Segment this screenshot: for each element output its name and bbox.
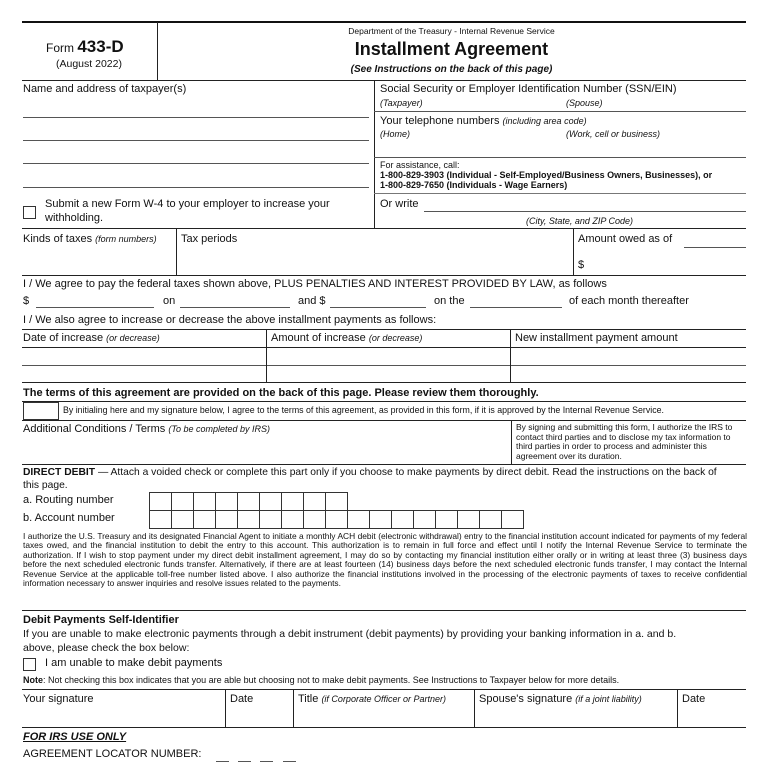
routing-digit-cell[interactable] bbox=[149, 492, 172, 511]
assistance-phone-2: 1-800-829-7650 (Individuals - Wage Earners) bbox=[380, 180, 568, 190]
payment-amount-field[interactable] bbox=[36, 307, 154, 308]
ssn-spouse-label: (Spouse) bbox=[566, 98, 603, 108]
payment-start-date-field[interactable] bbox=[180, 307, 290, 308]
taxes-divider-1 bbox=[176, 228, 177, 275]
increase-row-2[interactable] bbox=[22, 365, 746, 366]
city-state-zip-label: (City, State, and ZIP Code) bbox=[526, 216, 634, 226]
w4-text-line2: withholding. bbox=[45, 212, 104, 224]
routing-label: a. Routing number bbox=[23, 494, 114, 506]
terms-rule bbox=[22, 401, 746, 402]
kinds-of-taxes-label: Kinds of taxes (form numbers) bbox=[23, 233, 157, 245]
amount-owed-dollar: $ bbox=[578, 259, 585, 271]
direct-debit-top-rule bbox=[22, 464, 746, 465]
routing-digit-cell[interactable] bbox=[303, 492, 326, 511]
taxes-bottom-rule bbox=[22, 275, 746, 276]
payment-on: on bbox=[163, 295, 176, 307]
direct-debit-text-line1: DIRECT DEBIT — Attach a voided check or complete this part only if you choose to make payments by direct debit. Read the instructions on the back of bbox=[23, 467, 717, 478]
payment-on-the: on the bbox=[434, 295, 465, 307]
ssn-label: Social Security or Employer Identification Number (SSN/EIN) bbox=[380, 83, 677, 95]
account-digit-cell[interactable] bbox=[149, 510, 172, 529]
irs-use-heading: FOR IRS USE ONLY bbox=[23, 731, 127, 743]
agree-pay-text: I / We agree to pay the federal taxes shown above, PLUS PENALTIES AND INTEREST PROVIDED BY LAW, as follows bbox=[23, 278, 607, 290]
account-digit-cell[interactable] bbox=[391, 510, 414, 529]
self-identifier-heading: Debit Payments Self-Identifier bbox=[23, 614, 179, 626]
account-label: b. Account number bbox=[23, 512, 115, 524]
account-digit-cell[interactable] bbox=[237, 510, 260, 529]
account-digit-cell[interactable] bbox=[479, 510, 502, 529]
form-number: 433-D bbox=[77, 37, 124, 56]
col-date-increase: Date of increase (or decrease) bbox=[23, 332, 160, 344]
account-digit-cell[interactable] bbox=[281, 510, 304, 529]
routing-digit-cell[interactable] bbox=[215, 492, 238, 511]
account-digit-cell[interactable] bbox=[193, 510, 216, 529]
account-digit-cell[interactable] bbox=[501, 510, 524, 529]
account-digit-cell[interactable] bbox=[325, 510, 348, 529]
direct-debit-heading: DIRECT DEBIT bbox=[23, 467, 96, 478]
address-line-3[interactable] bbox=[23, 163, 369, 164]
phone-home-label: (Home) bbox=[380, 129, 411, 139]
spouse-signature-label: Spouse's signature (if a joint liability) bbox=[479, 693, 642, 705]
self-identifier-top-rule bbox=[22, 610, 746, 611]
assistance-label: For assistance, call: bbox=[380, 160, 460, 170]
direct-debit-text-line2: this page. bbox=[23, 480, 68, 491]
terms-heading: The terms of this agreement are provided on the back of this page. Please review them thoroughly. bbox=[23, 387, 539, 399]
account-digit-cell[interactable] bbox=[457, 510, 480, 529]
title-label: Title (if Corporate Officer or Partner) bbox=[298, 693, 446, 705]
taxes-top-rule bbox=[22, 228, 746, 229]
account-digit-cell[interactable] bbox=[303, 510, 326, 529]
col-new-payment: New installment payment amount bbox=[515, 332, 678, 344]
each-month-text: of each month thereafter bbox=[569, 295, 689, 307]
self-identifier-note: Note: Not checking this box indicates that you are able but choosing not to make debit payments. See Instructions to Taxpayer below for more details. bbox=[23, 675, 620, 685]
phone-field[interactable] bbox=[374, 157, 746, 158]
col-amount-increase: Amount of increase (or decrease) bbox=[271, 332, 423, 344]
routing-digit-cell[interactable] bbox=[259, 492, 282, 511]
your-signature-label: Your signature bbox=[23, 693, 94, 705]
increase-divider-2 bbox=[510, 329, 511, 382]
form-label: Form 433-D bbox=[46, 37, 124, 56]
phone-work-label: (Work, cell or business) bbox=[566, 129, 661, 139]
account-digit-cell[interactable] bbox=[259, 510, 282, 529]
address-line-2[interactable] bbox=[23, 140, 369, 141]
debit-authorization-text: I authorize the U.S. Treasury and its designated Financial Agent to initiate a monthly ACH debit (electronic withdrawal) entry to the financial institution account indicated for payments of my federal taxes owed, and the financial institution to debit the entry to this account. This authorization is to remain in full force and effect until I notify the Internal Revenue Service to terminate the authorization. If I wish to stop payment under my direct debit installment agreement, I may do so by contacting my financial institution either orally or in writing at least three (3) business days before the next scheduled electronic funds transfer. Alternatively, if there are at least fourteen (14) business days before the next scheduled electronic funds transfer, I may contact the Internal Revenue Service at the applicable toll-free number listed above. I also authorize the financial institutions involved in the processing of the electronic payments of taxes to receive confidential information necessary to answer inquiries and resolve issues related to the payments. bbox=[23, 531, 747, 589]
form-title: Installment Agreement bbox=[354, 39, 549, 59]
amount-owed-label: Amount owed as of bbox=[578, 233, 673, 245]
authorize-text: By signing and submitting this form, I authorize the IRS to contact third parties and to disclose my tax information to third parties in order to process and administer this agreement over its duration. bbox=[516, 422, 733, 461]
unable-debit-checkbox[interactable] bbox=[23, 658, 36, 671]
increase-divider-1 bbox=[266, 329, 267, 382]
initial-text: By initialing here and my signature below, I agree to the terms of this agreement, as provided in this form, if it is approved by the Internal Revenue Service. bbox=[63, 405, 664, 415]
unable-debit-label: I am unable to make debit payments bbox=[45, 657, 223, 669]
increase-row-3[interactable] bbox=[22, 382, 746, 383]
form-subtitle: (See Instructions on the back of this page) bbox=[350, 64, 553, 75]
conditions-label: Additional Conditions / Terms (To be completed by IRS) bbox=[23, 423, 271, 435]
w4-text-line1: Submit a new Form W-4 to your employer to increase your bbox=[45, 198, 330, 210]
signature-bottom-rule bbox=[22, 727, 746, 728]
payment-and-dollar: and $ bbox=[298, 295, 326, 307]
initial-box[interactable] bbox=[23, 402, 59, 420]
date2-label: Date bbox=[682, 693, 706, 705]
locator-label: AGREEMENT LOCATOR NUMBER: bbox=[23, 748, 202, 760]
payment-dollar: $ bbox=[23, 295, 30, 307]
locator-slot-1[interactable] bbox=[216, 761, 229, 762]
account-digit-cell[interactable] bbox=[347, 510, 370, 529]
account-digit-cell[interactable] bbox=[435, 510, 458, 529]
increase-text: I / We also agree to increase or decrease the above installment payments as follows: bbox=[23, 314, 437, 326]
monthly-amount-field[interactable] bbox=[330, 307, 426, 308]
conditions-top-rule bbox=[22, 420, 746, 421]
increase-table-top bbox=[22, 329, 746, 330]
self-identifier-text-line2: above, please check the box below: bbox=[23, 642, 190, 654]
account-number-field[interactable] bbox=[150, 510, 524, 529]
name-address-label: Name and address of taxpayer(s) bbox=[23, 83, 187, 95]
account-digit-cell[interactable] bbox=[171, 510, 194, 529]
routing-digit-cell[interactable] bbox=[237, 492, 260, 511]
amount-owed-date-field[interactable] bbox=[684, 247, 746, 248]
routing-digit-cell[interactable] bbox=[325, 492, 348, 511]
taxpayer-divider bbox=[374, 80, 375, 228]
account-digit-cell[interactable] bbox=[413, 510, 436, 529]
routing-digit-cell[interactable] bbox=[171, 492, 194, 511]
date-label: Date bbox=[230, 693, 254, 705]
conditions-divider bbox=[511, 420, 512, 464]
address-line-4[interactable] bbox=[23, 187, 369, 188]
increase-row-1 bbox=[22, 347, 746, 348]
department-name: Department of the Treasury - Internal Revenue Service bbox=[348, 26, 555, 36]
monthly-day-field[interactable] bbox=[470, 307, 562, 308]
locator-slot-2[interactable] bbox=[238, 761, 251, 762]
phone-label: Your telephone numbers (including area code) bbox=[380, 115, 587, 127]
routing-digit-cell[interactable] bbox=[281, 492, 304, 511]
ssn-taxpayer-label: (Taxpayer) bbox=[380, 98, 423, 108]
top-rule bbox=[22, 21, 746, 23]
locator-slot-4[interactable] bbox=[283, 761, 296, 762]
signature-area[interactable] bbox=[22, 689, 746, 727]
form-date: (August 2022) bbox=[56, 58, 122, 70]
self-identifier-text-line1: If you are unable to make electronic payments through a debit instrument (debit payments) by providing your banking information in a. and b. bbox=[23, 628, 677, 640]
ssn-field[interactable] bbox=[374, 111, 746, 112]
header-bottom-rule bbox=[22, 80, 746, 81]
routing-number-field[interactable] bbox=[150, 492, 348, 511]
or-write-field[interactable] bbox=[424, 211, 746, 212]
assistance-phone-1: 1-800-829-3903 (Individual - Self-Employed/Business Owners, Businesses), or bbox=[380, 170, 713, 180]
taxes-divider-2 bbox=[573, 228, 574, 275]
locator-slot-3[interactable] bbox=[260, 761, 273, 762]
address-line-1[interactable] bbox=[23, 117, 369, 118]
account-digit-cell[interactable] bbox=[369, 510, 392, 529]
w4-checkbox[interactable] bbox=[23, 206, 36, 219]
tax-periods-label: Tax periods bbox=[181, 233, 238, 245]
or-write-label: Or write bbox=[380, 198, 419, 210]
routing-digit-cell[interactable] bbox=[193, 492, 216, 511]
assist-rule bbox=[374, 193, 746, 194]
account-digit-cell[interactable] bbox=[215, 510, 238, 529]
